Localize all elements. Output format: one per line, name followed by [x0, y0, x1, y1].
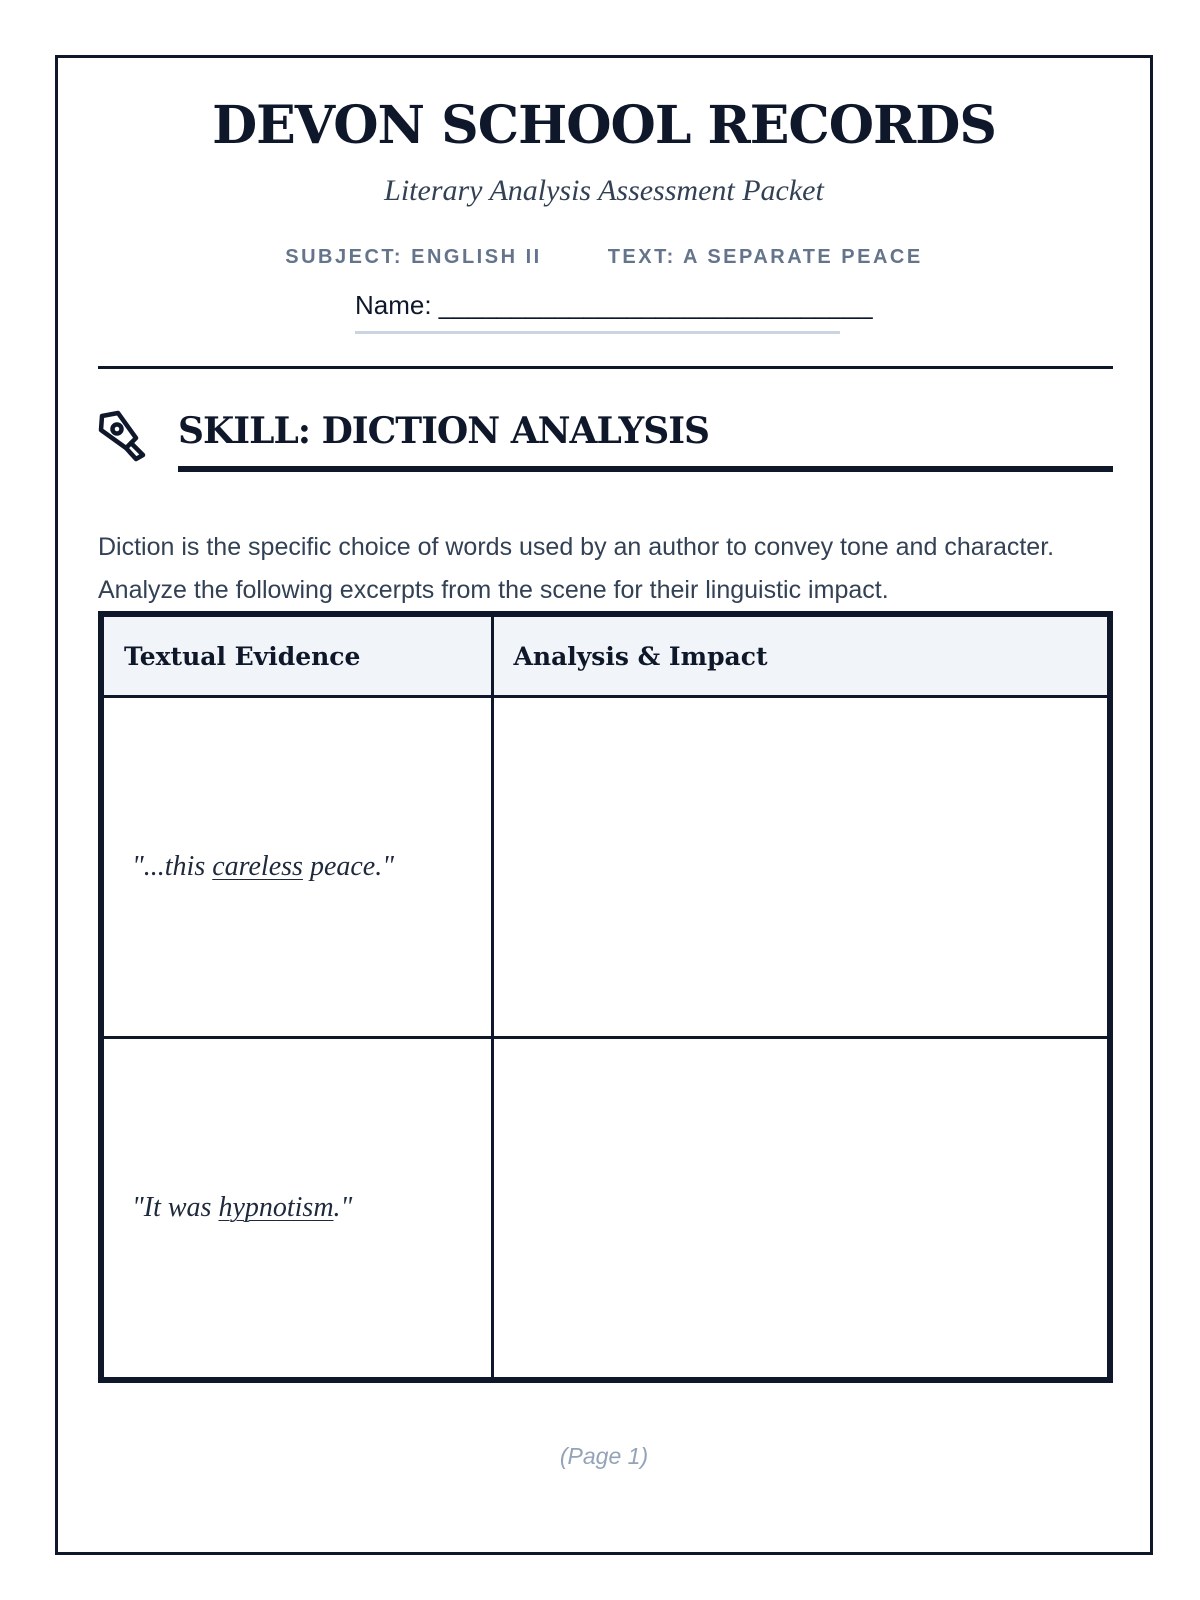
table-row: [101, 1037, 1110, 1380]
column-header-evidence: Textual Evidence: [101, 614, 492, 697]
column-header-analysis: Analysis & Impact: [492, 614, 1110, 697]
skill-title: SKILL: DICTION ANALYSIS: [178, 408, 1113, 472]
quote-keyword: careless: [212, 850, 303, 882]
quote-text: .": [333, 1191, 353, 1223]
evidence-quote: [132, 851, 394, 882]
evidence-quote: [132, 1192, 352, 1223]
name-field[interactable]: Name: ______________________________: [355, 290, 840, 334]
subject-label: SUBJECT: ENGLISH II: [285, 246, 542, 268]
table-header-row: [101, 614, 1110, 697]
quote-keyword: hypnotism: [218, 1191, 334, 1223]
worksheet-page: [55, 55, 1153, 1555]
analysis-cell[interactable]: [492, 697, 1110, 1038]
header-divider: [98, 366, 1113, 369]
page-number: (Page 1): [559, 1443, 649, 1469]
evidence-cell: [101, 697, 492, 1038]
quote-text: "It was: [132, 1191, 219, 1223]
evidence-cell: [101, 1037, 492, 1380]
pen-nib-icon: [98, 410, 150, 462]
quote-text: peace.": [302, 850, 394, 882]
text-label: TEXT: A SEPARATE PEACE: [607, 246, 923, 268]
document-title: DEVON SCHOOL RECORDS: [212, 95, 996, 156]
document-subtitle: Literary Analysis Assessment Packet: [384, 174, 824, 207]
analysis-cell[interactable]: [492, 1037, 1110, 1380]
table-row: [101, 697, 1110, 1038]
skill-description: Diction is the specific choice of words used by an author to convey tone and character. Analyze the following excerpts from the scene for their linguistic impact.: [98, 533, 1055, 604]
quote-text: "...this: [132, 850, 213, 882]
diction-analysis-table: [98, 611, 1113, 1383]
document-meta: [58, 246, 1150, 269]
